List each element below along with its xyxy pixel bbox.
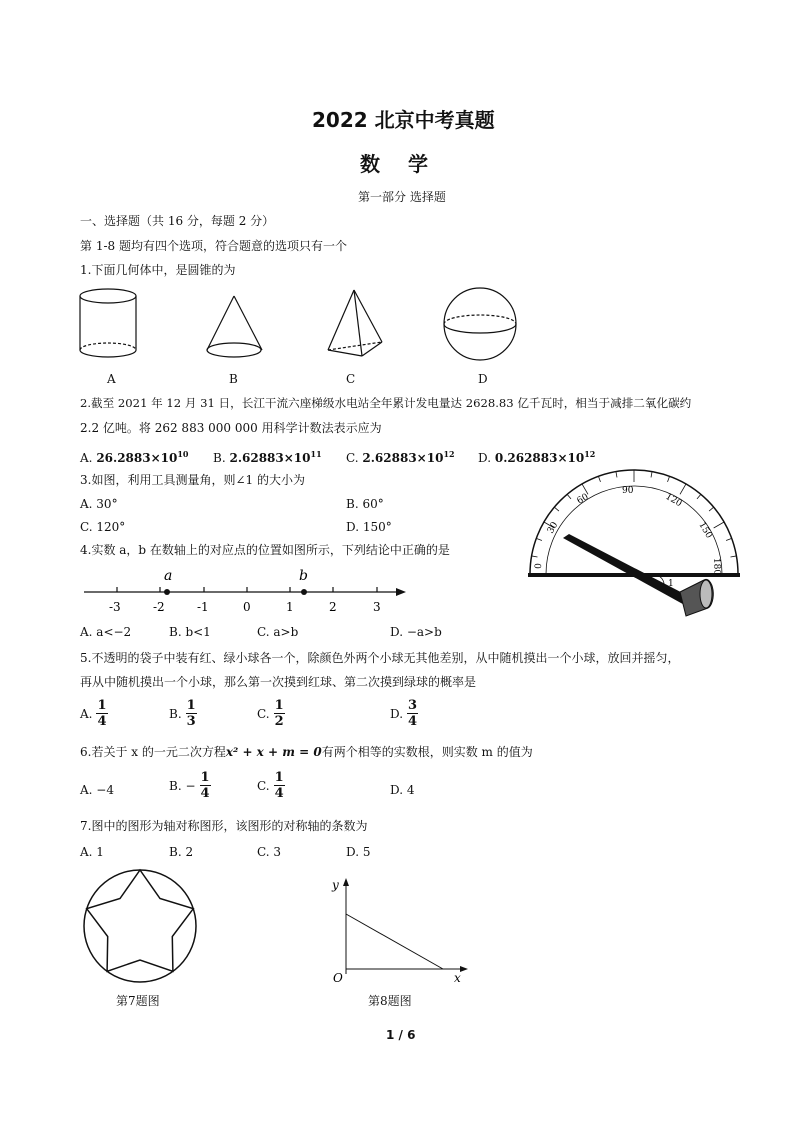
fig7-caption: 第7题图: [116, 994, 160, 1008]
q5-option-c: C. $\frac{1}{2}$: [257, 698, 284, 729]
fig8-graph: [326, 874, 476, 986]
protractor-figure: [526, 452, 742, 618]
q4-option-d: D. −a>b: [390, 625, 442, 639]
axis-tick-0: 0: [243, 600, 251, 614]
protractor-tick-mark: [714, 522, 724, 528]
section-note: 第 1-8 题均有四个选项，符合题意的选项只有一个: [80, 239, 347, 253]
q7-option-c: C. 3: [257, 845, 282, 859]
stick-cylinder-cap: [700, 580, 712, 608]
q5-stem-line1: 5.不透明的袋子中装有红、绿小球各一个，除颜色外两个小球无其他差别，从中随机摸出一个小球，放回并摇匀，: [80, 651, 680, 665]
pyramid-shape: [328, 290, 382, 356]
q4-stem: 4.实数 a，b 在数轴上的对应点的位置如图所示，下列结论中正确的是: [80, 543, 450, 557]
q7-option-d: D. 5: [346, 845, 371, 859]
angle-1-label: 1: [668, 579, 674, 589]
section-heading: 一、选择题（共 16 分，每题 2 分）: [80, 214, 275, 228]
q3-option-d: D. 150°: [346, 520, 392, 534]
number-line-arrow: [396, 588, 406, 596]
origin-label: O: [333, 971, 343, 985]
protractor-tick-mark: [731, 556, 737, 557]
q5-option-d: D. $\frac{3}{4}$: [390, 698, 418, 729]
q6-option-d: D. 4: [390, 783, 415, 797]
axis-tick--1: -1: [197, 600, 209, 614]
protractor-tick-60: 60: [575, 492, 591, 507]
q2-option-b: B. $2.62883\times 10^{11}$: [213, 449, 322, 465]
q5-option-b: B. $\frac{1}{3}$: [169, 698, 196, 729]
q4-option-b: B. b<1: [169, 625, 211, 639]
point-b-label: b: [299, 568, 308, 584]
protractor-tick-mark: [651, 472, 652, 478]
q2-option-a: A. $26.2883\times 10^{10}$: [80, 449, 189, 465]
protractor-tick-mark: [536, 538, 542, 540]
q1-label-d: D: [478, 372, 488, 386]
protractor-tick-mark: [598, 476, 600, 482]
q1-label-b: B: [229, 372, 238, 386]
q2-option-d: D. $0.262883\times 10^{12}$: [478, 449, 596, 465]
axis-tick--3: -3: [109, 600, 121, 614]
axis-tick-3: 3: [373, 600, 381, 614]
outer-circle: [84, 870, 196, 982]
q3-option-a: A. 30°: [80, 497, 118, 511]
page-number: 1 / 6: [386, 1028, 416, 1042]
protractor-tick-mark: [726, 538, 732, 540]
point-a-label: a: [164, 568, 173, 584]
q1-label-a: A: [107, 372, 116, 386]
point-b-dot: [301, 589, 307, 595]
q6-option-a: A. −4: [80, 783, 114, 797]
sphere-shape: [444, 288, 516, 360]
number-line-figure: [80, 564, 410, 616]
protractor-tick-30: 30: [545, 520, 561, 536]
q7-option-a: A. 1: [80, 845, 104, 859]
x-axis-arrow: [460, 966, 468, 972]
q6-option-c: C. $\frac{1}{4}$: [257, 770, 284, 801]
subject-title: 数学: [360, 152, 456, 176]
cylinder-shape: [80, 289, 136, 357]
part-heading: 第一部分 选择题: [358, 190, 446, 204]
protractor-tick-180: 180: [711, 557, 722, 576]
protractor-tick-120: 120: [663, 491, 684, 510]
measuring-stick: [563, 534, 696, 608]
q3-option-b: B. 60°: [346, 497, 384, 511]
cone-shape: [207, 296, 262, 357]
q4-option-c: C. a>b: [257, 625, 299, 639]
fig8-caption: 第8题图: [368, 994, 412, 1008]
q1-stem: 1.下面几何体中，是圆锥的为: [80, 263, 236, 277]
protractor-tick-0: 0: [534, 563, 545, 570]
axis-tick-2: 2: [329, 600, 337, 614]
q7-option-b: B. 2: [169, 845, 194, 859]
protractor-tick-mark: [616, 472, 617, 478]
protractor-tick-mark: [680, 484, 686, 494]
axis-tick--2: -2: [153, 600, 165, 614]
protractor-tick-mark: [668, 476, 670, 482]
q1-solids-figure: [76, 286, 536, 368]
y-axis-label: y: [332, 878, 339, 892]
q7-stem: 7.图中的图形为轴对称图形，该图形的对称轴的条数为: [80, 819, 368, 833]
protractor-tick-mark: [554, 507, 559, 511]
q1-label-c: C: [346, 372, 356, 386]
q2-stem-line1: 2.截至 2021 年 12 月 31 日，长江干流六座梯级水电站全年累计发电量达 2628.83 亿千瓦时，相当于减排二氧化碳约: [80, 396, 692, 410]
q2-option-c: C. $2.62883\times 10^{12}$: [346, 449, 455, 465]
q4-option-a: A. a<−2: [80, 625, 132, 639]
q2-stem-line2: 2.2 亿吨。将 262 883 000 000 用科学计数法表示应为: [80, 421, 382, 435]
protractor-tick-90: 90: [622, 486, 634, 496]
q3-option-c: C. 120°: [80, 520, 126, 534]
axis-tick-1: 1: [286, 600, 294, 614]
q5-option-a: A. $\frac{1}{4}$: [80, 698, 107, 729]
star-circle-figure: [80, 866, 200, 986]
protractor-tick-mark: [697, 494, 701, 499]
protractor-tick-150: 150: [696, 520, 714, 541]
q5-stem-line2: 再从中随机摸出一个小球，那么第一次摸到红球、第二次摸到绿球的概率是: [80, 675, 477, 689]
q6-stem: 6.若关于 x 的一元二次方程x² + x + m = 0有两个相等的实数根，则实数 m 的值为: [80, 745, 533, 759]
protractor-tick-mark: [709, 507, 714, 511]
q3-stem: 3.如图，利用工具测量角，则∠1 的大小为: [80, 473, 305, 487]
protractor-tick-mark: [567, 494, 571, 499]
page-title: 2022 北京中考真题: [312, 108, 495, 132]
q6-option-b: B. − $\frac{1}{4}$: [169, 770, 210, 801]
protractor-inner-arc: [546, 486, 722, 574]
line-segment: [346, 914, 443, 969]
protractor-tick-mark: [532, 556, 538, 557]
x-axis-label: x: [454, 971, 461, 985]
point-a-dot: [164, 589, 170, 595]
y-axis-arrow: [343, 878, 349, 886]
